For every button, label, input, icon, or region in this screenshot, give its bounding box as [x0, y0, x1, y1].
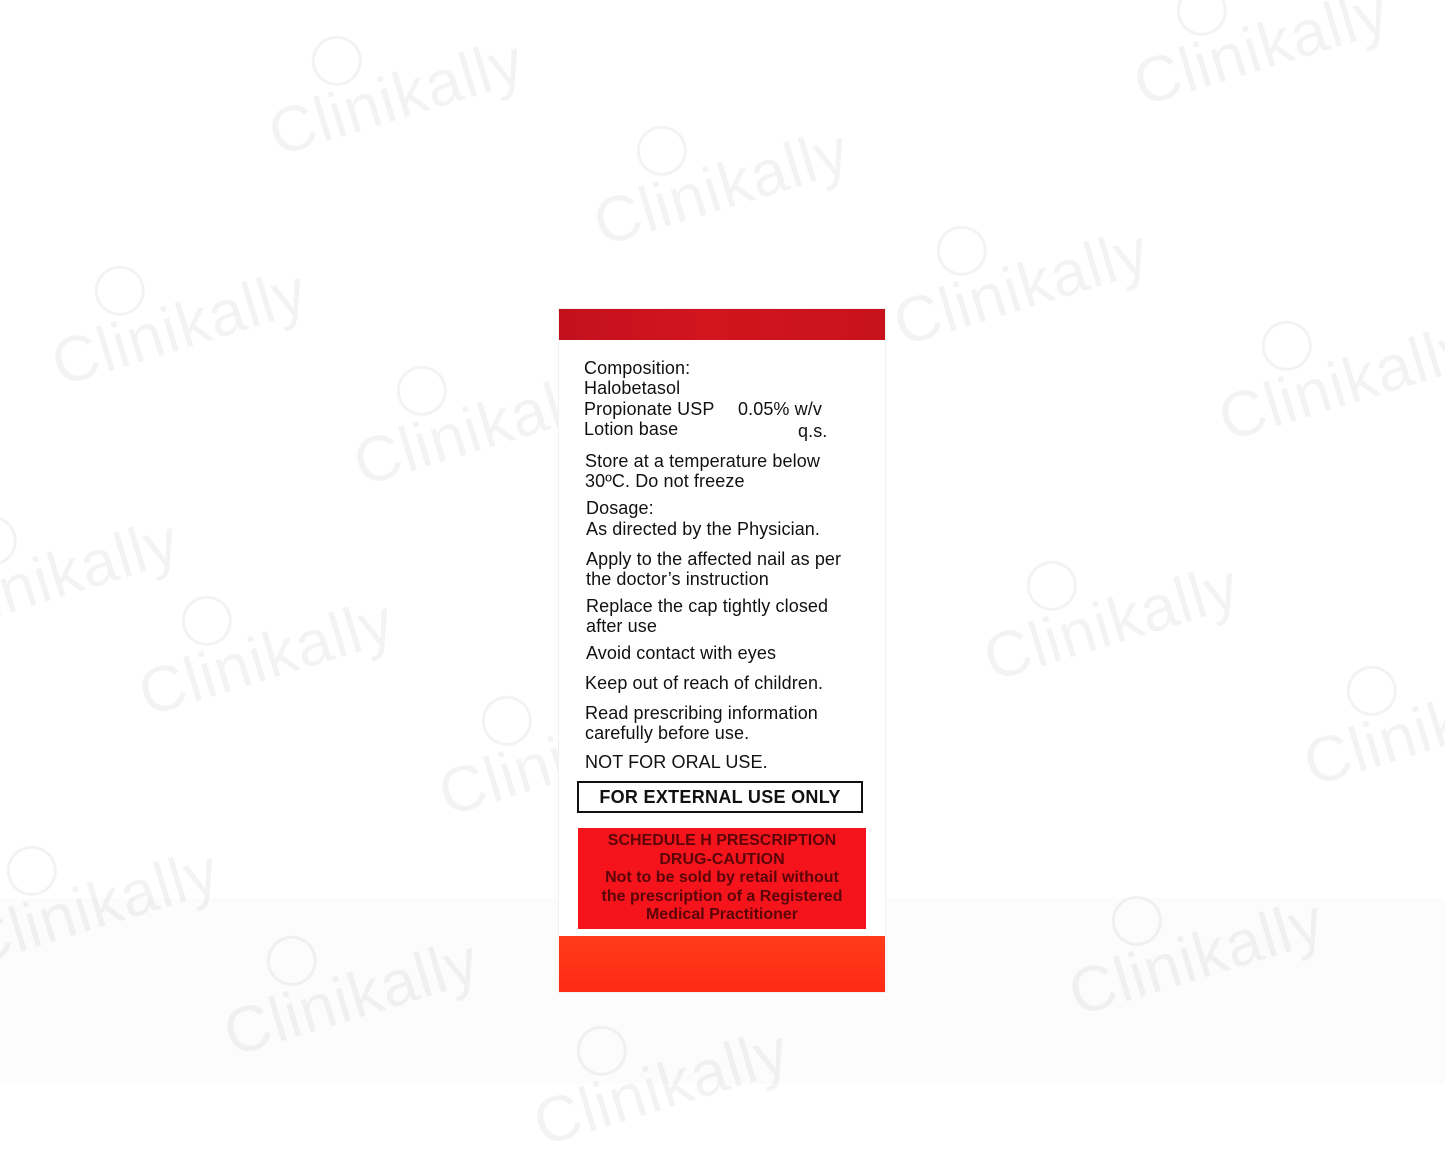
caution-line2: DRUG-CAUTION — [659, 850, 785, 868]
dosage-heading: Dosage: — [586, 498, 654, 518]
read-info-line1: Read prescribing information — [585, 703, 818, 723]
ingredient-name-line1: Halobetasol — [584, 378, 681, 398]
watermark-logo — [43, 253, 316, 401]
avoid-eyes-text: Avoid contact with eyes — [586, 643, 777, 663]
schedule-h-caution-box — [578, 828, 866, 929]
caution-line3: Not to be sold by retail without — [605, 869, 839, 886]
watermark-logo — [885, 213, 1158, 361]
watermark-logo — [1295, 653, 1445, 801]
caution-line1: SCHEDULE H PRESCRIPTION — [607, 832, 837, 849]
base-quantity: q.s. — [798, 421, 828, 441]
label-top-band — [559, 309, 885, 340]
apply-line2: the doctor’s instruction — [586, 569, 769, 589]
ingredient-strength: 0.05% w/v — [738, 399, 822, 419]
watermark-logo — [0, 503, 188, 651]
external-use-box — [577, 781, 863, 813]
caution-line4: the prescription of a Registered — [601, 887, 843, 905]
watermark-logo — [975, 548, 1248, 696]
read-info-line2: carefully before use. — [585, 723, 750, 743]
storage-line2: 30ºC. Do not freeze — [585, 471, 745, 491]
external-use-text: FOR EXTERNAL USE ONLY — [599, 787, 841, 807]
label-bottom-band — [559, 936, 885, 992]
cap-line1: Replace the cap tightly closed — [586, 596, 829, 616]
ingredient-name-line2: Propionate USP — [584, 399, 715, 419]
base-name: Lotion base — [584, 419, 679, 439]
keep-children-text: Keep out of reach of children. — [585, 673, 824, 693]
watermark-logo — [130, 583, 403, 731]
product-label — [559, 309, 885, 992]
dosage-text: As directed by the Physician. — [586, 519, 821, 539]
cap-line2: after use — [586, 616, 657, 636]
storage-line1: Store at a temperature below — [585, 451, 820, 471]
caution-line5: Medical Practitioner — [645, 906, 799, 923]
watermark-logo — [1210, 308, 1445, 456]
composition-heading: Composition: — [584, 358, 691, 378]
apply-line1: Apply to the affected nail as per — [586, 549, 842, 569]
watermark-logo — [1125, 0, 1398, 121]
watermark-logo — [260, 23, 533, 171]
watermark-logo — [585, 113, 858, 261]
not-oral-text: NOT FOR ORAL USE. — [585, 752, 768, 772]
